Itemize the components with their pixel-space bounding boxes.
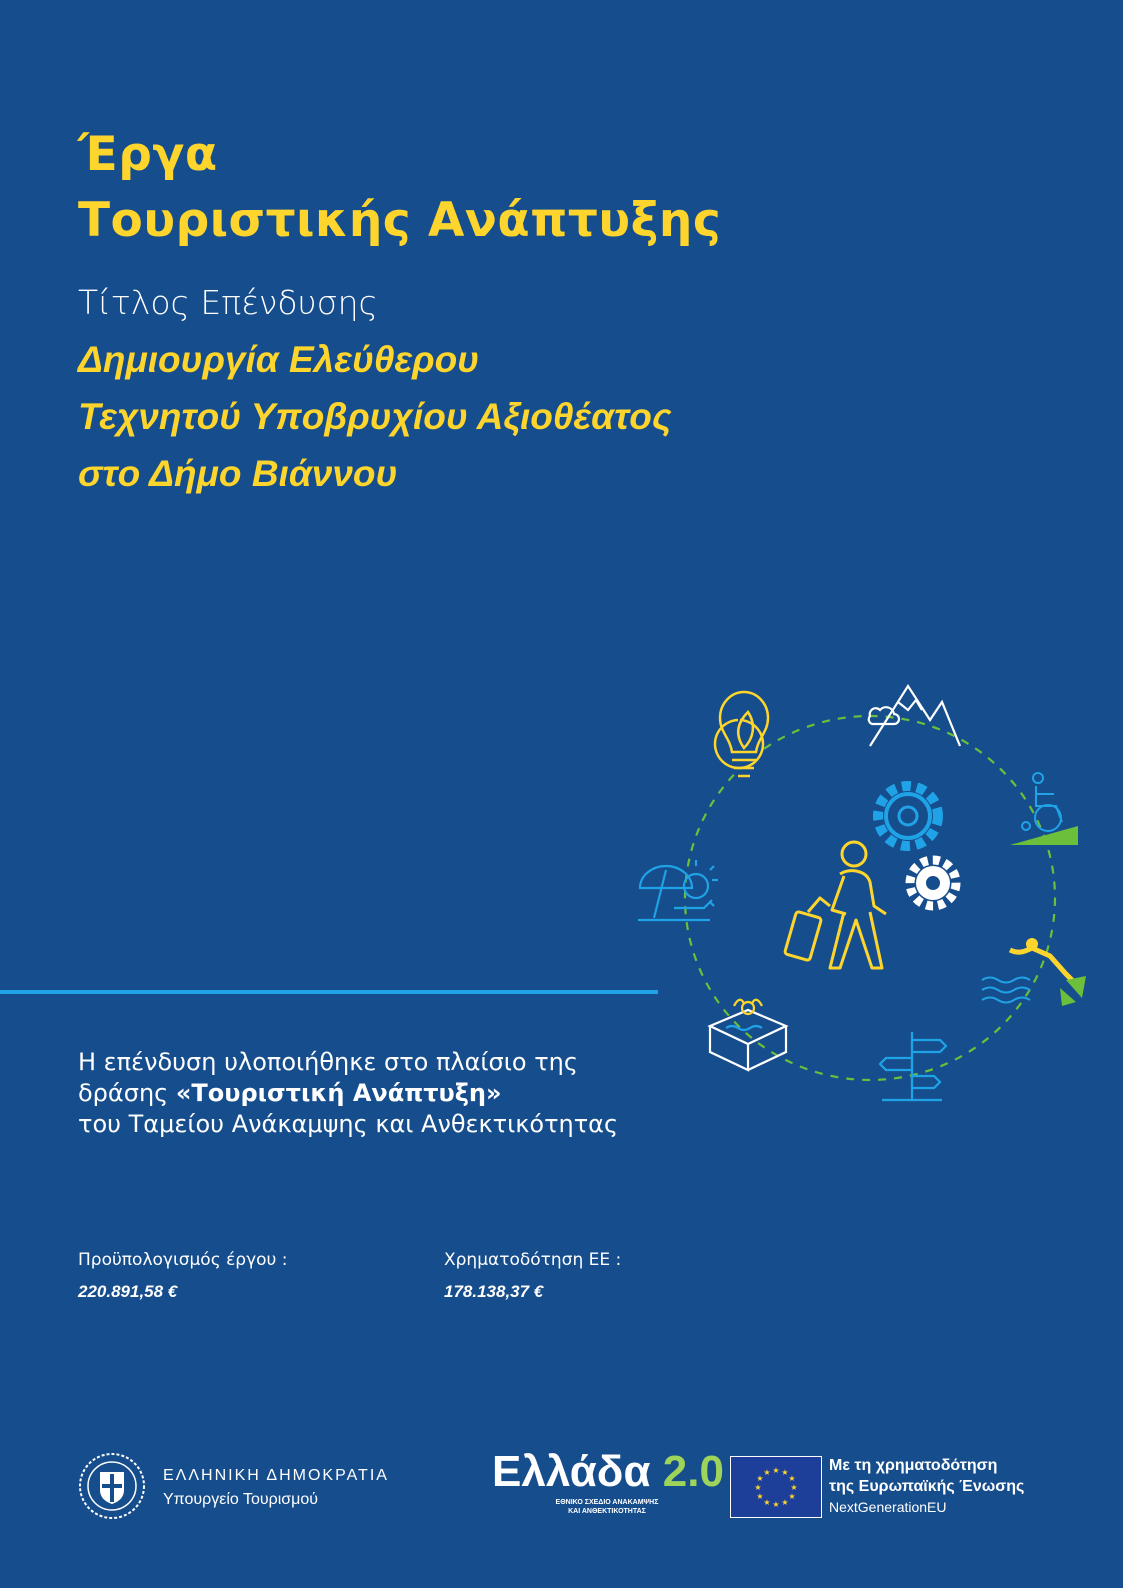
svg-text:★: ★ xyxy=(754,1483,762,1492)
investment-title xyxy=(78,331,672,502)
greek-republic-emblem-icon xyxy=(78,1452,146,1520)
main-title-line2: Τουριστικής Ανάπτυξης xyxy=(78,193,722,248)
action-name: «Τουριστική Ανάπτυξη» xyxy=(175,1079,502,1107)
description-line1: Η επένδυση υλοποιήθηκε στο πλαίσιο της xyxy=(78,1048,578,1076)
svg-text:★: ★ xyxy=(788,1474,796,1483)
eu-text-line1: Με τη χρηματοδότηση xyxy=(829,1457,998,1474)
signpost-icon xyxy=(880,1032,946,1100)
investment-label: Τίτλος Επένδυσης xyxy=(78,283,378,322)
ellada-subtitle-line2: ΚΑΙ ΑΝΘΕΚΤΙΚΟΤΗΤΑΣ xyxy=(568,1508,646,1515)
svg-text:★: ★ xyxy=(790,1483,798,1492)
section-divider xyxy=(0,990,658,994)
svg-text:★: ★ xyxy=(781,1498,789,1507)
eu-funding-notice xyxy=(829,1455,1024,1518)
svg-text:★: ★ xyxy=(772,1500,780,1509)
wheelchair-ramp-icon xyxy=(1010,773,1078,845)
republic-name: ΕΛΛΗΝΙΚΗ ΔΗΜΟΚΡΑΤΙΑ xyxy=(163,1467,389,1484)
investment-title-line2: Τεχνητού Υποβρυχίου Αξιοθέατος xyxy=(78,396,672,437)
eu-flag-icon xyxy=(730,1456,822,1518)
description-line3: του Ταμείου Ανάκαμψης και Ανθεκτικότητας xyxy=(78,1110,619,1138)
eu-text-line3: NextGenerationEU xyxy=(829,1499,947,1515)
eu-text-line2: της Ευρωπαϊκής Ένωσης xyxy=(829,1478,1025,1495)
tourism-illustration xyxy=(630,680,1090,1120)
svg-text:★: ★ xyxy=(763,1498,771,1507)
ellada-subtitle xyxy=(512,1498,702,1516)
diver-icon xyxy=(982,938,1086,1006)
eu-funding-value: 178.138,37 € xyxy=(444,1282,544,1301)
mountain-icon xyxy=(869,686,960,746)
investment-description xyxy=(78,1047,618,1140)
investment-title-line1: Δημιουργία Ελεύθερου xyxy=(78,339,480,380)
beach-umbrella-icon xyxy=(638,860,718,920)
svg-text:★: ★ xyxy=(756,1492,764,1501)
dashed-circle xyxy=(685,716,1055,1080)
lightbulb-icon xyxy=(715,692,768,776)
traveler-icon xyxy=(784,842,886,968)
svg-text:★: ★ xyxy=(756,1474,764,1483)
description-line2 xyxy=(78,1078,618,1109)
ellada-word: Ελλάδα xyxy=(492,1447,651,1496)
svg-text:★: ★ xyxy=(763,1468,771,1477)
project-budget-value: 220.891,58 € xyxy=(78,1282,178,1301)
ellada-subtitle-line1: ΕΘΝΙΚΟ ΣΧΕΔΙΟ ΑΝΑΚΑΜΨΗΣ xyxy=(555,1499,659,1506)
ellada-logo xyxy=(492,1448,724,1496)
main-title-line1: Έργα xyxy=(78,127,218,182)
project-budget-label: Προϋπολογισμός έργου : xyxy=(78,1250,288,1270)
svg-text:★: ★ xyxy=(788,1492,796,1501)
gear-icon xyxy=(878,786,956,906)
eu-stars-icon xyxy=(731,1457,821,1517)
ministry-name: Υπουργείο Τουρισμού xyxy=(163,1491,319,1508)
description-line2-prefix: δράσης xyxy=(78,1079,176,1107)
eu-funding-label: Χρηματοδότηση ΕΕ : xyxy=(444,1250,622,1270)
investment-title-line3: στο Δήμο Βιάννου xyxy=(78,453,398,494)
ellada-version: 2.0 xyxy=(662,1447,724,1496)
svg-text:★: ★ xyxy=(781,1468,789,1477)
svg-text:★: ★ xyxy=(772,1466,780,1475)
main-title xyxy=(78,122,721,254)
